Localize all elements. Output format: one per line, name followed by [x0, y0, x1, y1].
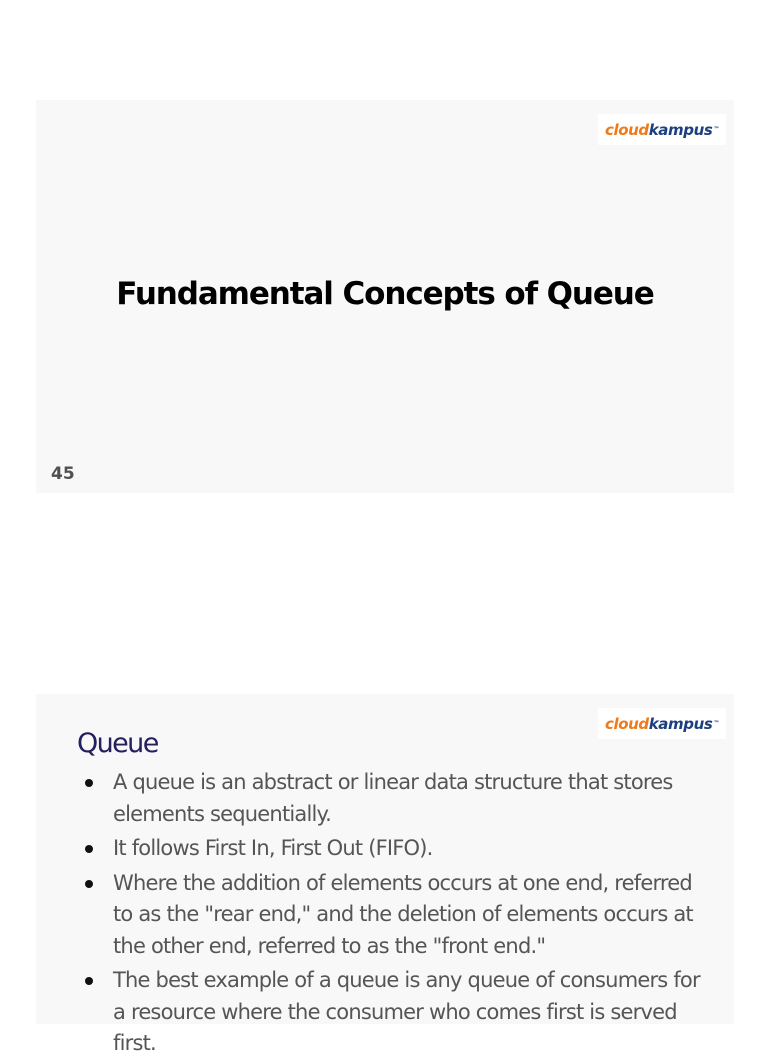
logo-cloud-text: cloud: [604, 120, 649, 139]
bullet-dot-icon: [85, 880, 93, 888]
bullet-item: [83, 767, 713, 830]
bullet-item: [83, 868, 713, 963]
logo-kampus-text: kampus: [648, 120, 713, 139]
section-title: Queue: [77, 728, 158, 759]
bullet-text: The best example of a queue is any queue of consumers for a resource where the consumer who comes first is served first.: [113, 968, 700, 1055]
cloudkampus-logo: [598, 114, 726, 145]
bullet-dot-icon: [85, 779, 93, 787]
queue-slide: [36, 694, 734, 1055]
bullet-list: [83, 767, 713, 1063]
logo-trademark: ™: [713, 720, 720, 727]
slide-title: Fundamental Concepts of Queue: [116, 276, 654, 312]
logo-kampus-text: kampus: [648, 714, 713, 733]
page-number: 45: [51, 464, 75, 484]
logo-trademark: ™: [713, 126, 720, 133]
logo-cloud-text: cloud: [604, 714, 649, 733]
bullet-item: [83, 833, 713, 865]
title-slide: [36, 100, 734, 493]
bullet-text: Where the addition of elements occurs at one end, referred to as the "rear end," and the deletion of elements occurs at the other end, referred to as the "front end.": [113, 870, 693, 958]
bullet-item: [83, 965, 713, 1060]
cloudkampus-logo: [598, 708, 726, 739]
bullet-text: A queue is an abstract or linear data structure that stores elements sequentially.: [113, 770, 673, 826]
bullet-text: It follows First In, First Out (FIFO).: [113, 836, 433, 860]
bullet-dot-icon: [85, 845, 93, 853]
bullet-dot-icon: [85, 977, 93, 985]
